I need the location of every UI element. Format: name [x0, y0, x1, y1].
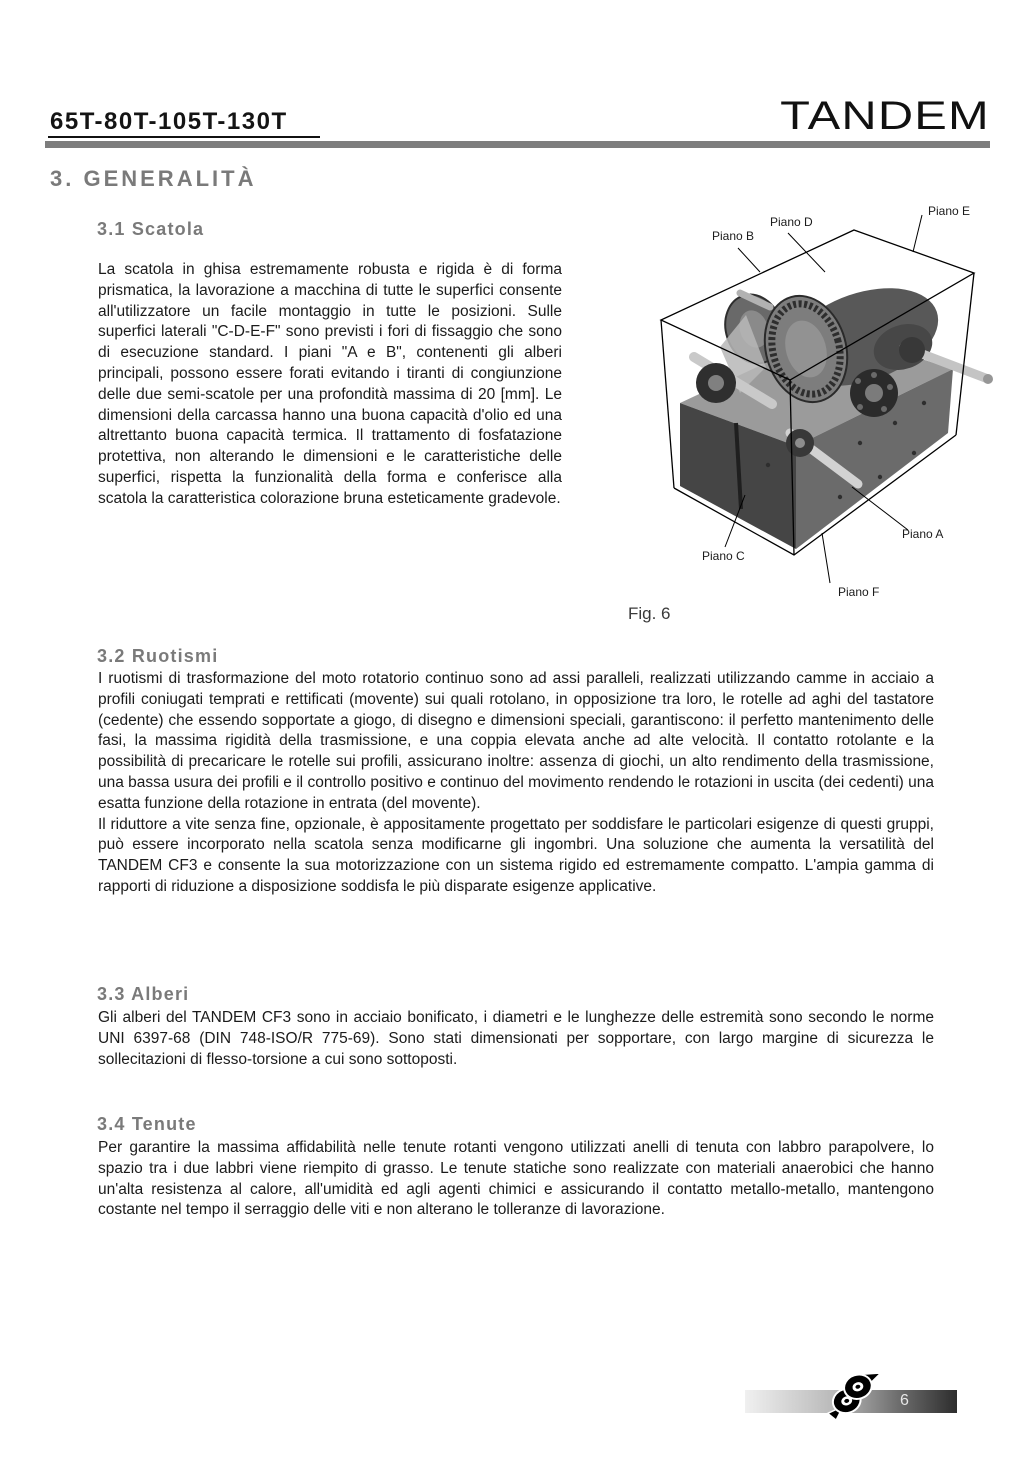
header-underline — [48, 136, 320, 138]
header-rule — [45, 141, 990, 148]
figure-label-piano-a: Piano A — [902, 527, 944, 541]
figure-gearbox — [648, 197, 1024, 609]
figure-label-piano-d: Piano D — [770, 215, 813, 229]
paragraph-text: Per garantire la massima affidabilità nelle tenute rotanti vengono utilizzati anelli di tenuta con labbro parapolvere, lo spazio tra i due labbri viene riempito di grasso. Le tenute statiche sono realizzate con materiali anaerobici che hanno un'alta resistenza al calore, all'umidità ed agli agenti chimici e assicurando il contatto metallo-metallo, mantengono costante nel tempo il serraggio delle viti e non alterano le tolleranze di lavorazione. — [98, 1139, 934, 1219]
figure-label-piano-f: Piano F — [838, 585, 880, 599]
figure-label-piano-b: Piano B — [712, 229, 755, 243]
paragraph-scatola — [98, 260, 562, 510]
figure-label-piano-e: Piano E — [928, 204, 971, 218]
page-number: 6 — [900, 1392, 909, 1409]
paragraph-tenute — [98, 1138, 934, 1221]
heading-ruotismi: 3.2 Ruotismi — [97, 646, 219, 666]
paragraph-text: Il riduttore a vite senza fine, opzionale, è appositamente progettato per soddisfare le particolari esigenze di questi gruppi, può essere incorporato nella scatola senza modificarne gli ingombri. Una soluzione che aumenta la versatilità del TANDEM CF3 e consente la sua motorizzazione con un sistema rigido ed estremamente compatto. L'ampia gamma di rapporti di riduzione a disposizione soddisfa le più disparate esigenze applicative. — [98, 815, 934, 895]
company-logo-icon — [820, 1369, 890, 1419]
header-models-title: 65T-80T-105T-130T — [50, 108, 288, 135]
heading-alberi: 3.3 Alberi — [97, 984, 190, 1004]
paragraph-text: La scatola in ghisa estremamente robusta e rigida è di forma prismatica, la lavorazione a macchina di tutte le superfici consente all'utilizzatore un facile montaggio in tutte le posizioni. Sulle superfici laterali "C-D-E-F" sono previsti i fori di fissaggio che sono di esecuzione standard. I piani "A e B", contenenti gli alberi principali, possono essere forati evitando i tiranti di congiunzione delle due semi-scatole per una profondità massima di 20 [mm]. Le dimensioni della carcassa hanno una buona capacità d'olio ed una altrettanto buona capacità termica. Il trattamento di fosfatazione protettiva, non alterando le dimensioni e le caratteristiche delle superfici, rispetta la funzionalità della forma e conferisce alla scatola la caratteristica colorazione bruna esteticamente gradevole. — [98, 261, 562, 507]
figure-caption: Fig. 6 — [628, 604, 671, 623]
paragraph-text: Gli alberi del TANDEM CF3 sono in acciaio bonificato, i diametri e le lunghezze delle estremità sono secondo le norme UNI 6397-68 (DIN 748-ISO/R 775-69). Sono stati dimensionati per sopportare, con largo margine di sicurezza le sollecitazioni di flesso-torsione a cui sono sottoposti. — [98, 1009, 934, 1068]
page-title: 3. GENERALITÀ — [50, 166, 257, 191]
paragraph-alberi — [98, 1008, 934, 1070]
heading-tenute: 3.4 Tenute — [97, 1114, 197, 1134]
figure-label-piano-c: Piano C — [702, 549, 745, 563]
paragraph-text: I ruotismi di trasformazione del moto rotatorio continuo sono ad assi paralleli, realizzati utilizzando camme in acciaio a profili coniugati temprati e rettificati (movente) sui quali rotolano, in opposizione tra loro, le rotelle ad aghi del tastatore (cedente) che essendo sopportate a giogo, di disegno e dimensioni speciali, garantiscono: il perfetto mantenimento delle fasi, la massima rigidità della trasmissione, e una coppia elevata anche ad alte velocità. Il contatto rotolante e la possibilità di precaricare le rotelle sui profili, assicurano inoltre: assenza di giochi, un alto rendimento della trasmissione, una bassa usura dei profili e il controllo positivo e continuo del movimento rendendo le rotazioni in uscita (dei cedenti) una esatta funzione della rotazione in entrata (del movente). — [98, 670, 934, 812]
brand-logotype: TANDEM — [780, 94, 990, 138]
heading-scatola: 3.1 Scatola — [97, 219, 205, 239]
gearbox-illustration — [648, 197, 1024, 609]
paragraph-ruotismi — [98, 669, 934, 898]
